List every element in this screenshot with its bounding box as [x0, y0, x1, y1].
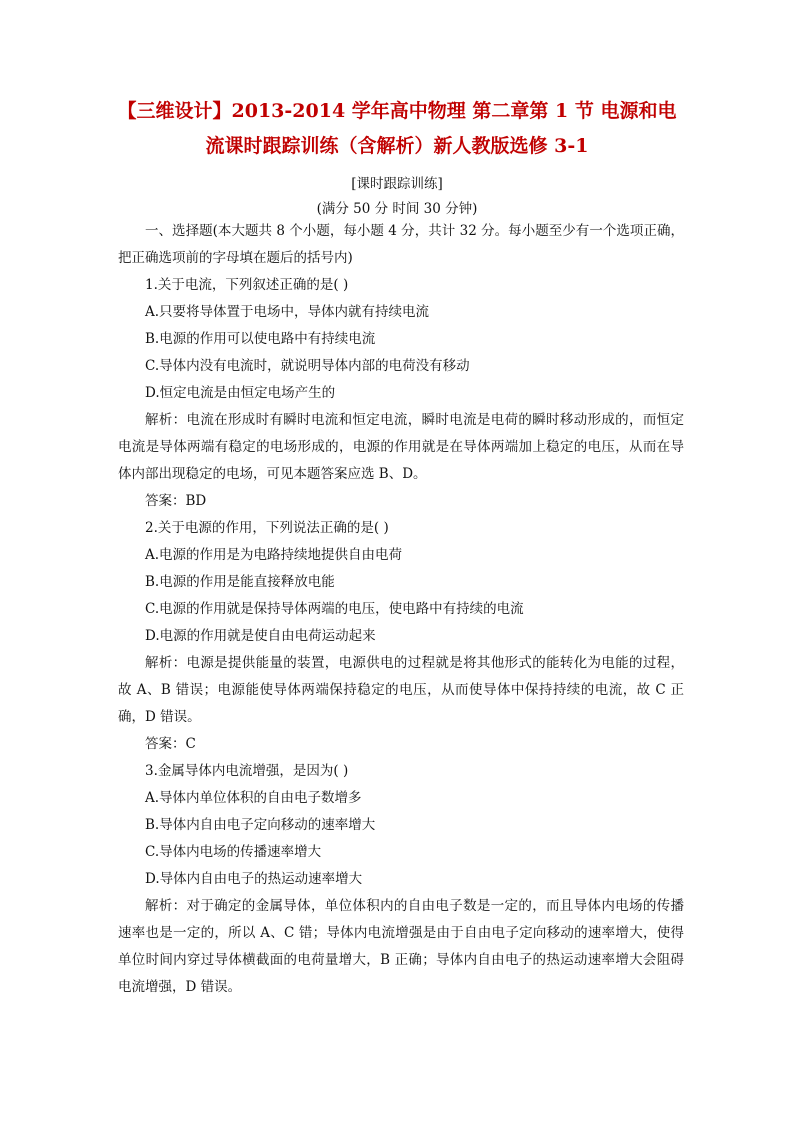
- subtitle: [课时跟踪训练]: [351, 176, 443, 192]
- question-analysis: 解析：电源是提供能量的装置，电源供电的过程就是将其他形式的能转化为电能的过程，故 A、B 错误；电源能使导体两端保持稳定的电压，从而使导体中保持持续的电流，故 C 正确，D 错误。: [118, 655, 684, 725]
- question-analysis: 解析：电流在形成时有瞬时电流和恒定电流，瞬时电流是电荷的瞬时移动形成的，而恒定电流是导体两端有稳定的电场形成的，电源的作用就是在导体两端加上稳定的电压，从而在导体内部出现稳定的电场，可见本题答案应选 B、D。: [118, 412, 684, 482]
- question-option: A.导体内单位体积的自由电子数增多: [145, 790, 362, 806]
- question-option: D.导体内自由电子的热运动速率增大: [145, 871, 363, 887]
- question-analysis: 解析：对于确定的金属导体，单位体积内的自由电子数是一定的，而且导体内电场的传播速率也是一定的，所以 A、C 错；导体内电流增强是由于自由电子定向移动的速率增大，使得单位时间内穿过导体横截面的电荷量增大，B 正确；导体内自由电子的热运动速率增大会阻碍电流增强，D 错误。: [118, 898, 684, 995]
- question-option: A.电源的作用是为电路持续地提供自由电荷: [145, 547, 403, 563]
- question-option: B.电源的作用可以使电路中有持续电流: [145, 331, 376, 347]
- question-stem: 1.关于电流，下列叙述正确的是( ): [145, 277, 349, 293]
- question-option: C.导体内电场的传播速率增大: [145, 844, 322, 860]
- question-option: A.只要将导体置于电场中，导体内就有持续电流: [145, 304, 430, 320]
- question-stem: 2.关于电源的作用，下列说法正确的是( ): [145, 520, 389, 536]
- question-option: C.电源的作用就是保持导体两端的电压，使电路中有持续的电流: [145, 601, 524, 617]
- question-stem: 3.金属导体内电流增强，是因为( ): [145, 763, 349, 779]
- question-option: D.恒定电流是由恒定电场产生的: [145, 385, 336, 401]
- exam-meta: (满分 50 分 时间 30 分钟): [316, 201, 478, 217]
- document-body: [118, 218, 684, 1001]
- question-option: B.电源的作用是能直接释放电能: [145, 574, 335, 590]
- question-answer: 答案：BD: [145, 493, 207, 509]
- section-heading: 一、选择题(本大题共 8 个小题，每小题 4 分，共计 32 分。每小题至少有一个选项正确，把正确选项前的字母填在题后的括号内): [118, 223, 684, 266]
- question-answer: 答案：C: [145, 736, 196, 752]
- document-title-line-2: 流课时跟踪训练（含解析）新人教版选修 3-1: [205, 135, 589, 157]
- question-option: B.导体内自由电子定向移动的速率增大: [145, 817, 376, 833]
- question-option: C.导体内没有电流时，就说明导体内部的电荷没有移动: [145, 358, 470, 374]
- question-option: D.电源的作用就是使自由电荷运动起来: [145, 628, 376, 644]
- document-title-line-1: 【三维设计】2013-2014 学年高中物理 第二章第 1 节 电源和电: [117, 100, 677, 122]
